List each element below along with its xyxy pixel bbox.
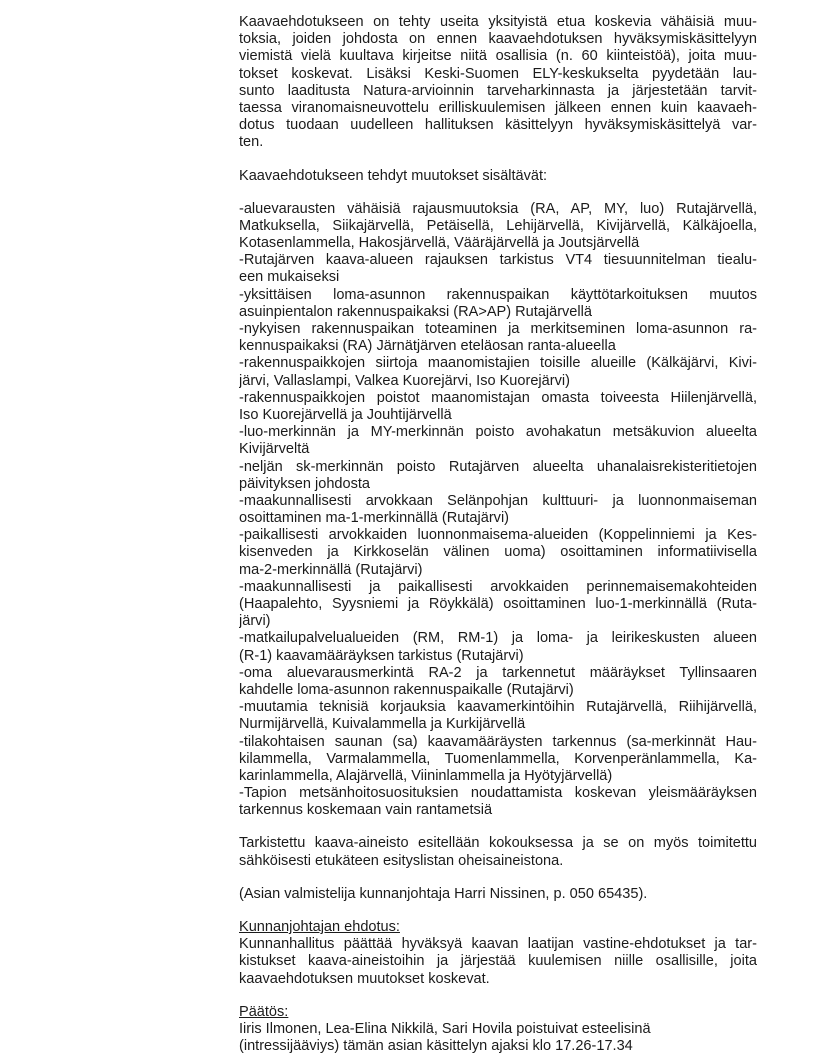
heading-text [239,1004,288,1020]
text-line: viemistä vielä kuultava kirjeitse niitä osallisia (n. 60 kiinteistöä), joita muu- [239,48,757,65]
text-line: -paikallisesti arvokkaiden luonnonmaisema-alueiden (Koppelinniemi ja Kes- [239,527,757,544]
text-line: Tarkistettu kaava-aineisto esitellään kokouksessa ja se on myös toimitettu [239,835,757,852]
text-line: -nykyisen rakennuspaikan toteaminen ja merkitseminen loma-asunnon ra- [239,321,757,337]
paragraph [239,835,757,869]
text-line: Nurmijärvellä, Kuivalammella ja Kurkijärvellä [239,716,526,733]
text-line: een mukaiseksi [239,269,340,286]
document-body [239,14,757,1055]
text-line: -rakennuspaikkojen poistot maanomistajan omasta toiveesta Hiilenjärvellä, [239,389,757,406]
text-line: ten. [239,134,264,151]
list-item [239,527,757,579]
text-line: (Haapalehto, Syysniemi ja Röykkälä) osoittaminen luo-1-merkinnällä (Ruta- [239,596,757,612]
text-line: kahdelle loma-asunnon rakennuspaikalle (Rutajärvi) [239,681,574,698]
text-line: päivityksen johdosta [239,475,371,492]
text-line: -oma aluevarausmerkintä RA-2 ja tarkennetut määräykset Tyllinsaaren [239,664,757,681]
text-line: kaavaehdotuksen muutokset koskevat. [239,970,490,987]
paragraph [239,1021,757,1055]
text-line: -luo-merkinnän ja MY-merkinnän poisto avohakatun metsäkuvion alueelta [239,424,757,441]
text-line [239,1004,757,1021]
text-line: karinlammella, Alajärvellä, Viininlammella ja Hyötyjärvellä) [239,767,613,784]
list-item [239,252,757,286]
list-item [239,699,757,733]
list-item [239,579,757,631]
paragraph-gap [239,903,757,919]
text-line: toksia, joiden johdosta on ennen kaavaehdotuksen hyväksymiskäsittelyyn [239,31,757,48]
text-line: ma-2-merkinnällä (Rutajärvi) [239,561,423,578]
paragraph-gap [239,152,757,168]
text-line: tokset koskevat. Lisäksi Keski-Suomen ELY-keskukselta pyydetään lau- [239,65,757,82]
paragraph-gap [239,870,757,886]
list-item [239,734,757,786]
text-line: Kivijärveltä [239,441,310,458]
paragraph [239,936,757,988]
list-item [239,459,757,493]
text-line: Iiris Ilmonen, Lea-Elina Nikkilä, Sari Hovila poistuivat esteelisinä [239,1020,651,1037]
text-line: -aluevarausten vähäisiä rajausmuutoksia (RA, AP, MY, luo) Rutajärvellä, [239,200,757,217]
text-line: Kotasenlammella, Hakosjärvellä, Vääräjärvellä ja Joutsjärvellä [239,235,640,252]
paragraph-gap [239,819,757,835]
text-line: järvi) [239,613,271,630]
text-line [239,919,757,936]
text-line: (R-1) kaavamääräyksen tarkistus (Rutajärvi) [239,647,524,664]
text-line: Kunnanhallitus päättää hyväksyä kaavan laatijan vastine-ehdotukset ja tar- [239,936,757,953]
text-line: osoittaminen ma-1-merkinnällä (Rutajärvi) [239,510,510,527]
text-line: kennuspaikaksi (RA) Järnätjärven eteläosan ranta-alueella [239,338,616,355]
text-line: Kaavaehdotukseen tehdyt muutokset sisältävät: [239,167,548,184]
list-item [239,493,757,527]
paragraph [239,14,757,152]
list-item [239,390,757,424]
heading-text [239,919,400,935]
heading-label: Päätös: [239,1003,289,1020]
list-item [239,630,757,664]
text-line: kistukset kaava-aineistoihin ja järjestää kuulemisen niille osallisille, joita [239,953,757,970]
paragraph [239,886,757,903]
paragraph [239,168,757,185]
text-line: kilammella, Varmalammella, Tuomenlammella, Korvenperänlammella, Ka- [239,750,757,767]
text-line: -neljän sk-merkinnän poisto Rutajärven alueelta uhanalaisrekisteritietojen [239,458,757,475]
text-line: -maakunnallisesti arvokkaan Selänpohjan kulttuuri- ja luonnonmaiseman [239,492,757,509]
list-item [239,321,757,355]
list-item [239,287,757,321]
section-heading [239,919,757,936]
section-heading [239,1004,757,1021]
text-line: kisenveden ja Kirkkoselän välinen uoma) osoittaminen informatiivisella [239,544,757,561]
text-line: Matkuksella, Siikajärvellä, Petäisellä, Lehijärvellä, Kivijärvellä, Kälkäjoella, [239,217,757,234]
text-line: Kaavaehdotukseen on tehty useita yksityistä etua koskevia vähäisiä muu- [239,14,757,30]
text-line: -matkailupalvelualueiden (RM, RM-1) ja loma- ja leirikeskusten alueen [239,630,757,647]
text-line: -Rutajärven kaava-alueen rajauksen tarkistus VT4 tiesuunnitelman tiealu- [239,252,757,269]
text-line: asuinpientalon rakennuspaikaksi (RA>AP) Rutajärvellä [239,303,592,320]
text-line: (Asian valmistelija kunnanjohtaja Harri Nissinen, p. 050 65435). [239,885,648,902]
heading-label: Kunnanjohtajan ehdotus: [239,919,400,935]
text-line: taessa viranomaisneuvottelu erilliskuulemisen jälkeen ennen kuin kaavaeh- [239,99,757,116]
text-line: -Tapion metsänhoitosuosituksien noudattamista koskevan yleismääräyksen [239,785,757,802]
text-line: -tilakohtaisen saunan (sa) kaavamääräysten tarkennus (sa-merkinnät Hau- [239,733,757,750]
list-item [239,355,757,389]
paragraph-gap [239,988,757,1004]
list-item [239,785,757,819]
text-line: (intressijääviys) tämän asian käsittelyn ajaksi klo 17.26-17.34 [239,1038,633,1055]
text-line: -maakunnallisesti ja paikallisesti arvokkaiden perinnemaisemakohteiden [239,578,757,595]
text-line: tarkennus koskemaan vain rantametsiä [239,802,493,819]
text-line: dotus tuodaan uudelleen hallituksen käsittelyyn hyväksymiskäsittelyä var- [239,117,757,134]
text-line: sähköisesti etukäteen esityslistan oheisaineistona. [239,852,564,869]
text-line: järvi, Vallaslampi, Valkea Kuorejärvi, Iso Kuorejärvi) [239,372,570,389]
list-item [239,424,757,458]
text-line: -rakennuspaikkojen siirtoja maanomistajien toisille alueille (Kälkäjärvi, Kivi- [239,355,757,372]
text-line: Iso Kuorejärvellä ja Jouhtijärvellä [239,406,452,423]
list-item [239,201,757,253]
text-line: -yksittäisen loma-asunnon rakennuspaikan käyttötarkoituksen muutos [239,286,757,303]
paragraph-gap [239,185,757,201]
list-item [239,665,757,699]
text-line: -muutamia teknisiä korjauksia kaavamerkintöihin Rutajärvellä, Riihijärvellä, [239,699,757,716]
text-line: sunto laaditusta Natura-arvioinnin tarveharkinnasta ja järjestetään tarvit- [239,82,757,99]
